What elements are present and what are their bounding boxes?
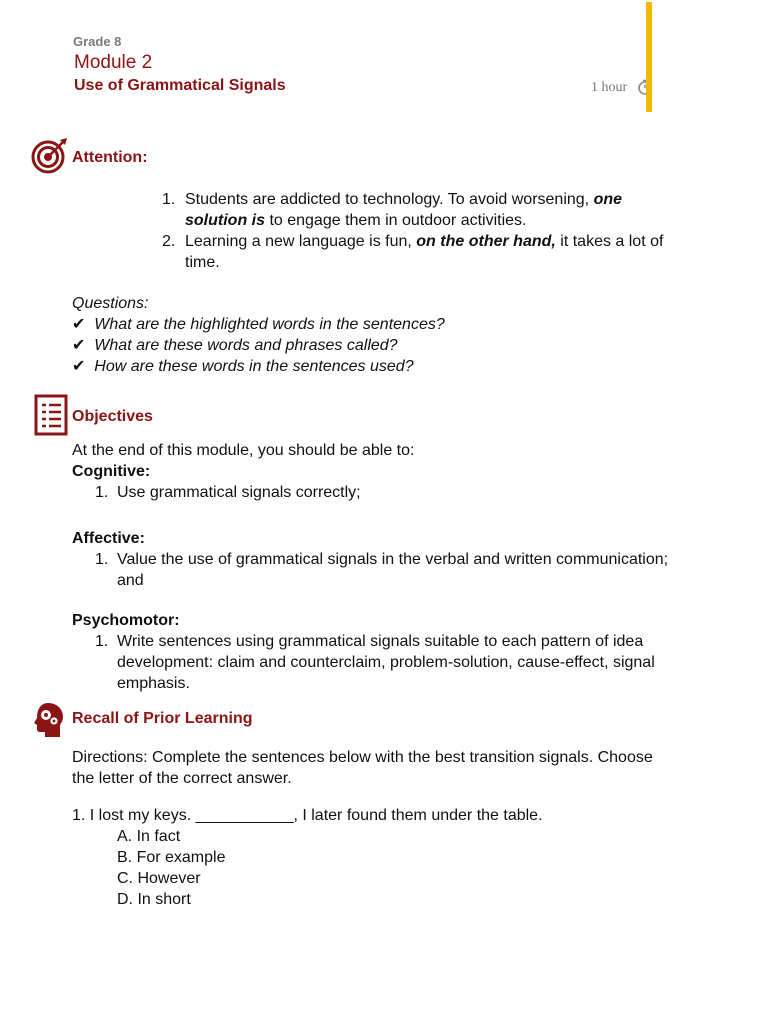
question-1: 1. I lost my keys. ___________, I later found them under the table.	[72, 807, 543, 824]
affective-item-line-2: and	[117, 572, 144, 589]
cognitive-item-text: Use grammatical signals correctly;	[117, 484, 361, 501]
psychomotor-item-line-3: emphasis.	[117, 675, 190, 692]
attention-item-2-line-1: Learning a new language is fun, on the other hand, it takes a lot of	[185, 233, 664, 250]
check-icon: ✔	[72, 337, 86, 354]
affective-item-number: 1.	[95, 551, 109, 568]
attention-item-1-number: 1.	[162, 191, 176, 208]
attention-item-1-line-1: Students are addicted to technology. To avoid worsening, one	[185, 191, 623, 208]
psychomotor-item-line-2: development: claim and counterclaim, problem-solution, cause-effect, signal	[117, 654, 655, 671]
recall-title: Recall of Prior Learning	[72, 710, 253, 727]
highlighted-phrase: solution is	[185, 212, 265, 229]
duration-label: 1 hour	[591, 80, 628, 95]
affective-item-line-1: Value the use of grammatical signals in the verbal and written communication;	[117, 551, 669, 568]
question-item: ✔ What are the highlighted words in the sentences?	[72, 316, 445, 333]
module-title: Module 2	[74, 52, 153, 73]
check-icon: ✔	[72, 316, 86, 333]
accent-bar	[646, 2, 652, 112]
questions-label: Questions:	[72, 295, 149, 312]
checklist-icon	[34, 394, 68, 436]
question-item: ✔ How are these words in the sentences used?	[72, 358, 414, 375]
highlighted-phrase: on the other hand,	[416, 233, 556, 250]
module-subtitle: Use of Grammatical Signals	[74, 77, 286, 94]
psychomotor-label: Psychomotor:	[72, 612, 180, 629]
affective-label: Affective:	[72, 530, 145, 547]
cognitive-label: Cognitive:	[72, 463, 151, 480]
attention-title: Attention:	[72, 149, 148, 166]
choice-b: B. For example	[117, 849, 226, 866]
attention-item-1-line-2: solution is to engage them in outdoor activities.	[185, 212, 527, 229]
objectives-title: Objectives	[72, 408, 153, 425]
choice-a: A. In fact	[117, 828, 181, 845]
question-item: ✔ What are these words and phrases called?	[72, 337, 398, 354]
directions-line-1: Directions: Complete the sentences below with the best transition signals. Choose	[72, 749, 653, 766]
head-gears-icon	[33, 701, 65, 739]
attention-item-2-line-2: time.	[185, 254, 220, 271]
highlighted-phrase: one	[593, 191, 623, 208]
grade-label: Grade 8	[73, 34, 122, 49]
directions-line-2: the letter of the correct answer.	[72, 770, 292, 787]
psychomotor-item-line-1: Write sentences using grammatical signals suitable to each pattern of idea	[117, 633, 644, 650]
choice-c: C. However	[117, 870, 201, 887]
attention-item-2-number: 2.	[162, 233, 176, 250]
target-icon	[30, 137, 68, 175]
psychomotor-item-number: 1.	[95, 633, 109, 650]
check-icon: ✔	[72, 358, 86, 375]
objectives-intro: At the end of this module, you should be able to:	[72, 442, 415, 459]
choice-d: D. In short	[117, 891, 191, 908]
cognitive-item-number: 1.	[95, 484, 109, 501]
